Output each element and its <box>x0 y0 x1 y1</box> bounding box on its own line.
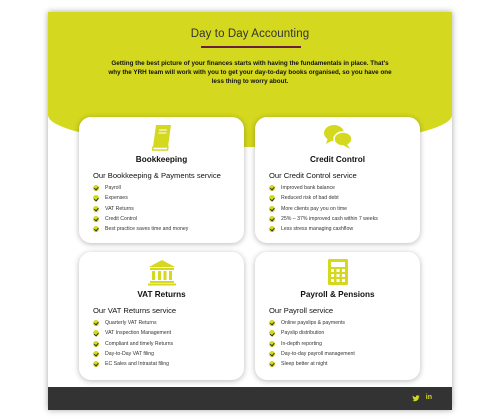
list-item: Sleep better at night <box>269 359 417 369</box>
feature-list <box>269 183 417 234</box>
check-icon <box>269 185 275 191</box>
list-item: Less stress managing cashflow <box>269 224 417 234</box>
list-item: Best practice saves time and money <box>93 224 241 234</box>
check-icon <box>269 330 275 336</box>
check-icon <box>93 361 99 367</box>
check-icon <box>269 361 275 367</box>
check-icon <box>269 206 275 212</box>
footer-bar <box>48 387 452 410</box>
list-item: Day-to-Day VAT filing <box>93 349 241 359</box>
calculator-icon <box>255 258 420 288</box>
linkedin-icon[interactable]: in <box>425 394 432 401</box>
service-card-vat-returns <box>79 252 244 380</box>
check-icon <box>269 216 275 222</box>
bank-building-icon <box>79 258 244 288</box>
check-icon <box>93 351 99 357</box>
book-icon <box>79 123 244 153</box>
list-item: Credit Control <box>93 214 241 224</box>
check-icon <box>93 320 99 326</box>
list-item: 25% – 37% improved cash within 7 weeks <box>269 214 417 224</box>
check-icon <box>93 185 99 191</box>
check-icon <box>93 226 99 232</box>
card-title: Credit Control <box>309 155 366 164</box>
check-icon <box>269 320 275 326</box>
list-item: In-depth reporting <box>269 339 417 349</box>
check-icon <box>93 206 99 212</box>
list-item: VAT Inspection Management <box>93 328 241 338</box>
feature-list <box>269 318 417 369</box>
check-icon <box>269 226 275 232</box>
feature-list <box>93 318 241 369</box>
speech-bubbles-icon <box>255 123 420 153</box>
list-item: Reduced risk of bad debt <box>269 193 417 203</box>
service-card-credit-control <box>255 117 420 243</box>
list-item: VAT Returns <box>93 204 241 214</box>
list-item: Payroll <box>93 183 241 193</box>
check-icon <box>93 216 99 222</box>
list-item: Day-to-day payroll management <box>269 349 417 359</box>
list-item: Payslip distribution <box>269 328 417 338</box>
card-subtitle: Our Credit Control service <box>269 171 357 180</box>
list-item: Expenses <box>93 193 241 203</box>
card-title: Bookkeeping <box>135 155 188 164</box>
list-item: EC Sales and Intrastat filing <box>93 359 241 369</box>
check-icon <box>93 341 99 347</box>
intro-text: Getting the best picture of your finances starts with having the fundamentals in place. That's why the YRH team will work with you to get your day-to-day books organised, so you have one less thing to worry about. <box>108 60 392 85</box>
list-item: Improved bank balance <box>269 183 417 193</box>
card-subtitle: Our VAT Returns service <box>93 306 177 315</box>
check-icon <box>269 341 275 347</box>
card-title: Payroll & Pensions <box>300 290 375 299</box>
list-item: Compliant and timely Returns <box>93 339 241 349</box>
service-card-payroll-pensions <box>255 252 420 380</box>
card-subtitle: Our Payroll service <box>269 306 334 315</box>
feature-list <box>93 183 241 234</box>
card-subtitle: Our Bookkeeping & Payments service <box>93 171 221 180</box>
service-card-bookkeeping <box>79 117 244 243</box>
page-title: Day to Day Accounting <box>190 28 310 40</box>
check-icon <box>269 195 275 201</box>
check-icon <box>93 195 99 201</box>
page <box>48 12 452 410</box>
list-item: More clients pay you on time <box>269 204 417 214</box>
check-icon <box>269 351 275 357</box>
title-divider <box>201 46 301 48</box>
list-item: Quarterly VAT Returns <box>93 318 241 328</box>
list-item: Online payslips & payments <box>269 318 417 328</box>
check-icon <box>93 330 99 336</box>
twitter-icon[interactable] <box>412 395 420 402</box>
card-title: VAT Returns <box>137 290 186 299</box>
social-links <box>412 394 432 402</box>
